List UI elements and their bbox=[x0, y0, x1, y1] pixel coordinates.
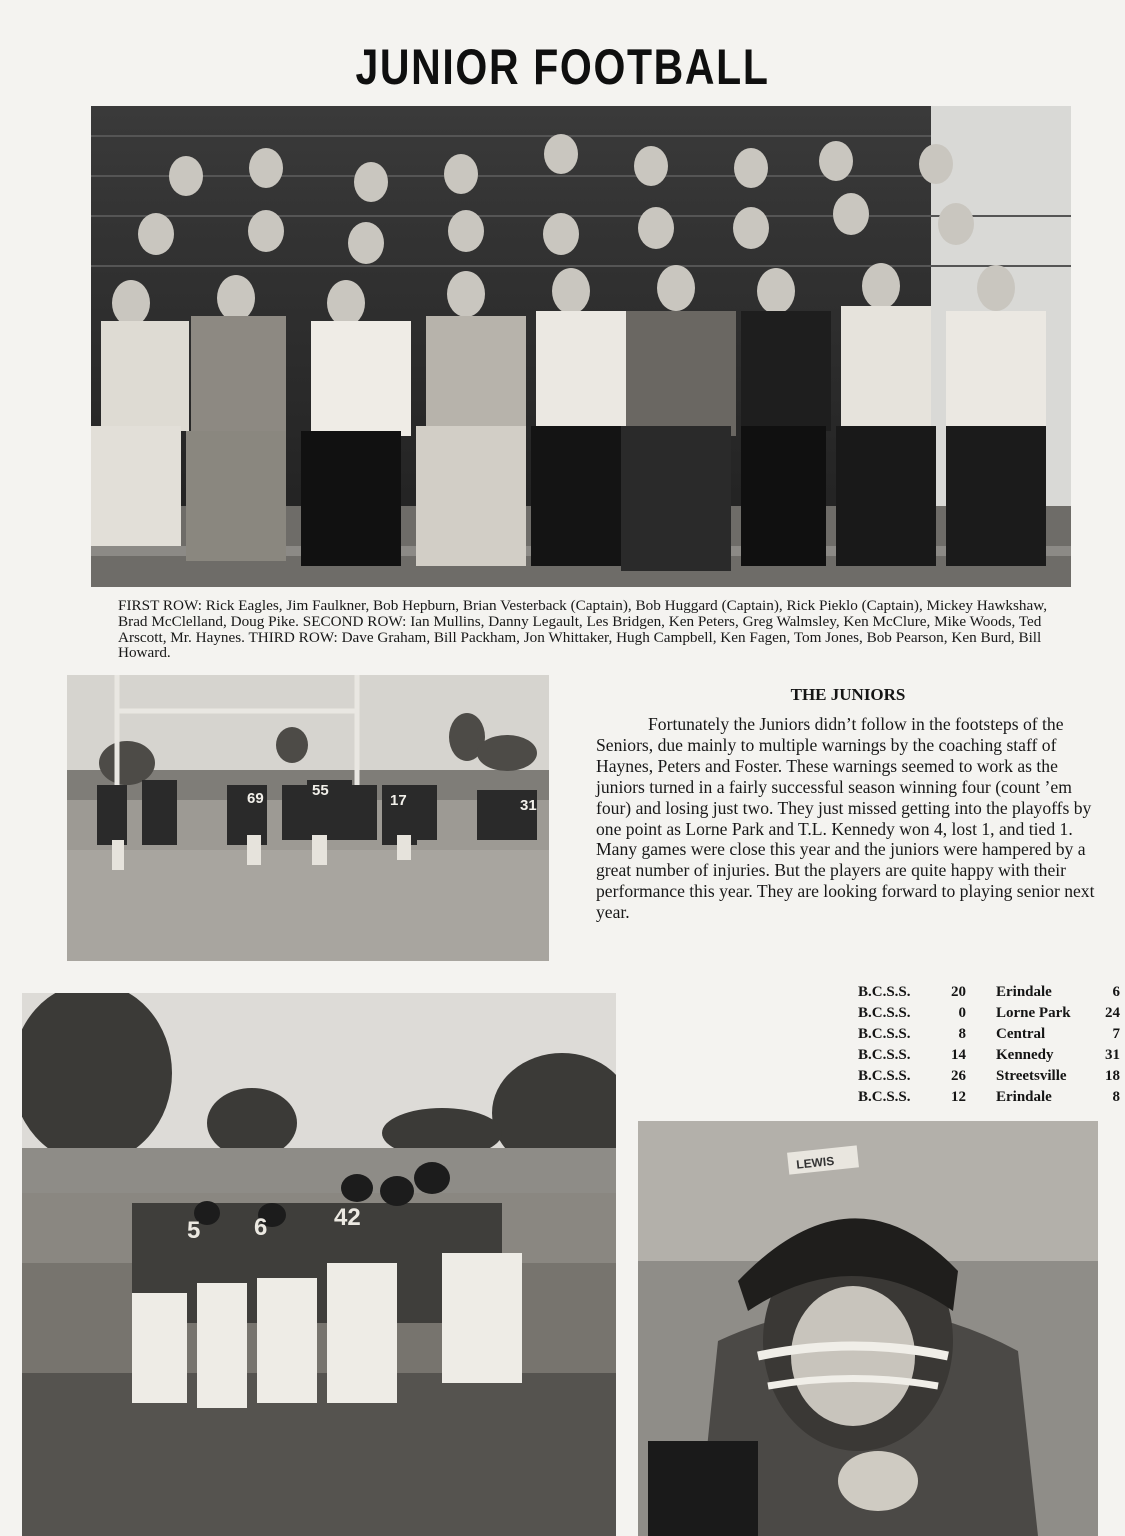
score-row: B.C.S.S. 26 Streetsville 18 bbox=[858, 1068, 1120, 1084]
jersey-number: 31 bbox=[520, 797, 537, 814]
huddle-photo bbox=[22, 993, 616, 1536]
jersey-number: 17 bbox=[390, 792, 407, 809]
game-action-photo bbox=[67, 675, 549, 961]
score-row: B.C.S.S. 12 Erindale 8 bbox=[858, 1089, 1120, 1105]
article-title: THE JUNIORS bbox=[790, 685, 906, 704]
score-row: B.C.S.S. 14 Kennedy 31 bbox=[858, 1047, 1120, 1063]
season-scores-table bbox=[858, 982, 1120, 1108]
team-photo bbox=[91, 106, 1071, 587]
helmet-name-tape: LEWIS bbox=[795, 1153, 835, 1172]
score-row: B.C.S.S. 20 Erindale 6 bbox=[858, 984, 1120, 1000]
jersey-number: 5 bbox=[187, 1217, 201, 1244]
score-row: B.C.S.S. 0 Lorne Park 24 bbox=[858, 1005, 1120, 1021]
article-paragraph: Fortunately the Juniors didn’t follow in the footsteps of the Seniors, due mainly to multiple warnings by the coaching staff of Haynes, Peters and Foster. These warnings seemed to work as the juniors turned in a fairly successful season winning four (count ’em four) and losing just two. They just missed getting into the playoffs by one point as Lorne Park and T.L. Kennedy won 4, lost 1, and tied 1. Many games were close this year and the juniors were hampered by a great number of injuries. But the players are quite happy with their performance this year. They are looking forward to playing senior next year. bbox=[596, 714, 1095, 923]
jersey-number: 55 bbox=[312, 782, 329, 799]
helmet-portrait-photo bbox=[638, 1121, 1098, 1536]
score-row: B.C.S.S. 8 Central 7 bbox=[858, 1026, 1120, 1042]
page-title: JUNIOR FOOTBALL bbox=[355, 39, 770, 95]
jersey-number: 42 bbox=[334, 1204, 361, 1231]
team-photo-caption: FIRST ROW: Rick Eagles, Jim Faulkner, Bob Hepburn, Brian Vesterback (Captain), Bob Huggard (Captain), Rick Pieklo (Captain), Mickey Hawkshaw, Brad McClelland, Doug Pike. SECOND ROW: Ian Mullins, Danny Legault, Les Bridgen, Ken Peters, Greg Walmsley, Ken McClure, Mike Woods, Ted Arscott, Mr. Haynes. THIRD ROW: Dave Graham, Bill Packham, Jon Whittaker, Hugh Campbell, Ken Fagen, Tom Jones, Bob Pearson, Ken Burd, Bill Howard. bbox=[118, 597, 1048, 662]
article-body bbox=[596, 714, 1100, 923]
jersey-number: 69 bbox=[247, 790, 264, 807]
jersey-number: 6 bbox=[254, 1214, 268, 1241]
